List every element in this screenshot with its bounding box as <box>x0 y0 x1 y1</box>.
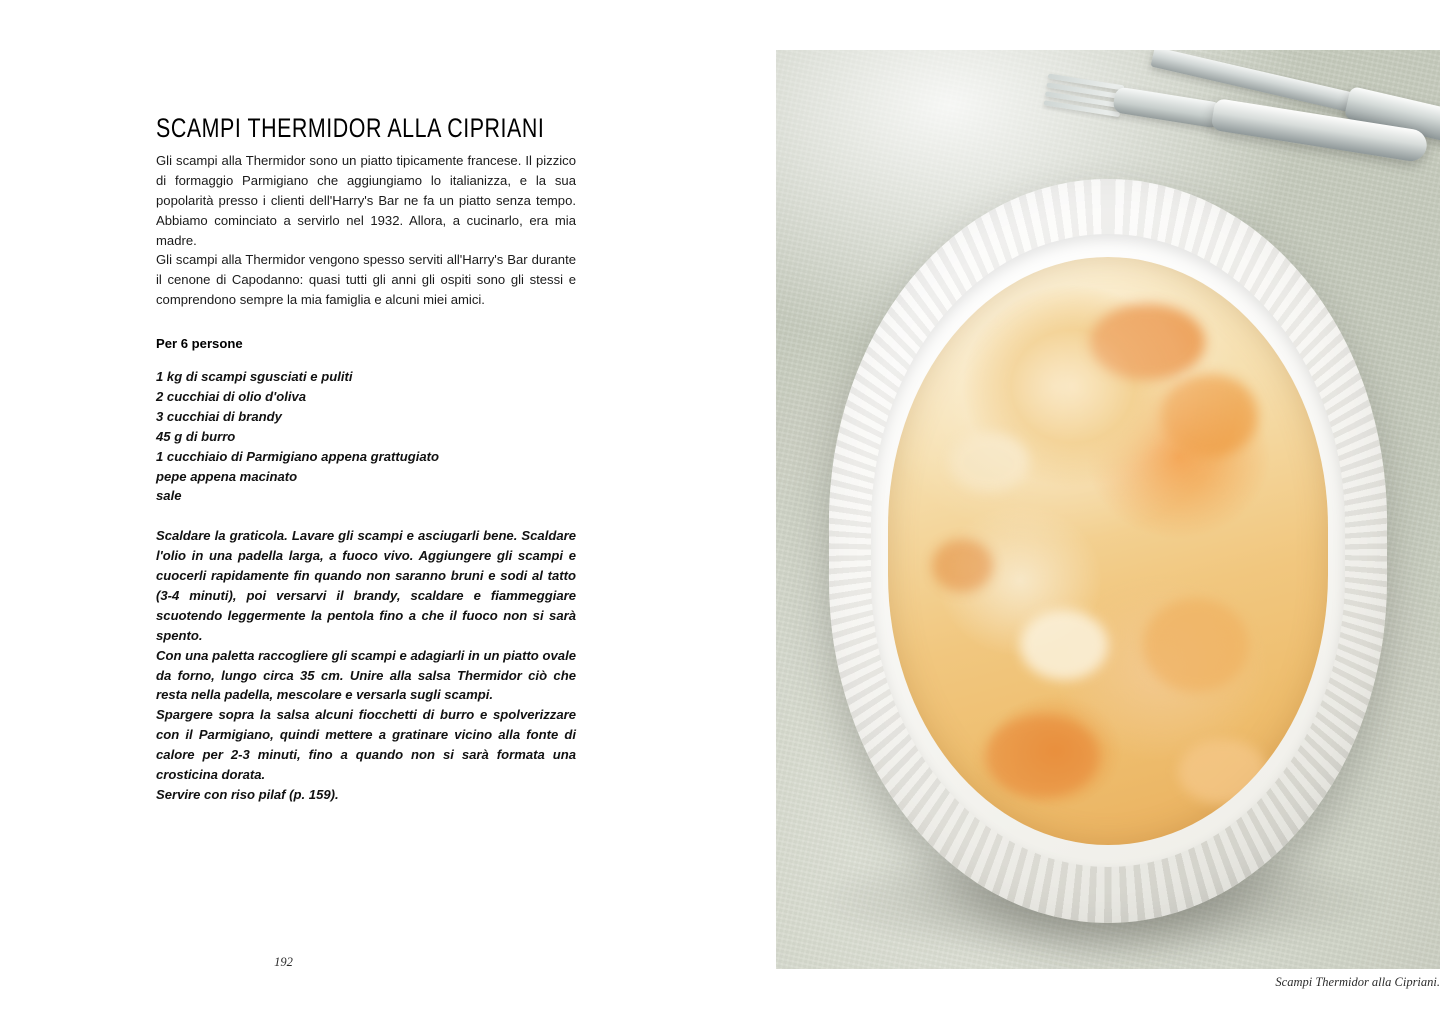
page-number <box>0 955 772 970</box>
ingredient-item: 1 cucchiaio di Parmigiano appena grattugiato <box>156 448 440 464</box>
ingredient-item: pepe appena macinato <box>156 468 298 484</box>
fork-tines <box>1043 74 1124 120</box>
ingredient-item: 3 cucchiai di brandy <box>156 408 282 424</box>
gratin-surface <box>888 257 1329 845</box>
photo-caption: Scampi Thermidor alla Cipriani. <box>1275 975 1440 989</box>
method-step: Con una paletta raccogliere gli scampi e adagiarli in un piatto ovale da forno, lungo circa 35 cm. Unire alla salsa Thermidor ciò che resta nella padella, mescolare e versarla sugli scampi. <box>156 647 576 703</box>
recipe-title: SCAMPI THERMIDOR ALLA CIPRIANI <box>156 112 545 143</box>
ingredient-item: 2 cucchiai di olio d'oliva <box>156 389 307 405</box>
gratin-sheen <box>888 257 1329 845</box>
ingredient-item: 1 kg di scampi sgusciati e puliti <box>156 369 353 385</box>
method-step: Scaldare la graticola. Lavare gli scampi e asciugarli bene. Scaldare l'olio in una padella larga, a fuoco vivo. Aggiungere gli scampi e cuocerli rapidamente fin quando non saranno bruni e sodi al tatto (3-4 minuti), poi versarvi il brandy, scaldare e fiammeggiare scuotendo leggermente la pentola fino a che il fuoco non si sarà spento. <box>156 528 576 643</box>
recipe-intro <box>156 151 576 310</box>
ingredient-item: sale <box>156 488 182 504</box>
ingredient-item: 45 g di burro <box>156 428 236 444</box>
method-step: Servire con riso pilaf (p. 159). <box>156 786 339 802</box>
ingredients-list <box>156 367 576 506</box>
intro-paragraph-1: Gli scampi alla Thermidor sono un piatto tipicamente francese. Il pizzico di formaggio Parmigiano che aggiungiamo lo italianizza, e la sua popolarità presso i clienti dell'Harry's Bar ne fa un piatto senza tempo. Abbiamo cominciato a servirlo nel 1932. Allora, a cucinarlo, era mia madre. <box>156 153 576 248</box>
recipe-photograph <box>776 50 1440 969</box>
intro-paragraph-2: Gli scampi alla Thermidor vengono spesso serviti all'Harry's Bar durante il cenone di Capodanno: quasi tutti gli anni gli ospiti sono gli stessi e comprendono sempre la mia famiglia e alcuni miei amici. <box>156 252 576 308</box>
method-step: Spargere sopra la salsa alcuni fiocchetti di burro e spolverizzare con il Parmigiano, quindi mettere a gratinare vicino alla fonte di calore per 2-3 minuti, fino a quando non si sarà formata una crosticina dorata. <box>156 707 576 783</box>
right-page <box>772 0 1445 1023</box>
recipe-text-block <box>156 112 576 805</box>
page-number-value: 192 <box>274 955 293 969</box>
serves-label: Per 6 persone <box>156 336 243 352</box>
oval-baking-dish <box>829 179 1387 923</box>
fork-neck <box>1112 87 1223 130</box>
method-steps <box>156 526 576 804</box>
